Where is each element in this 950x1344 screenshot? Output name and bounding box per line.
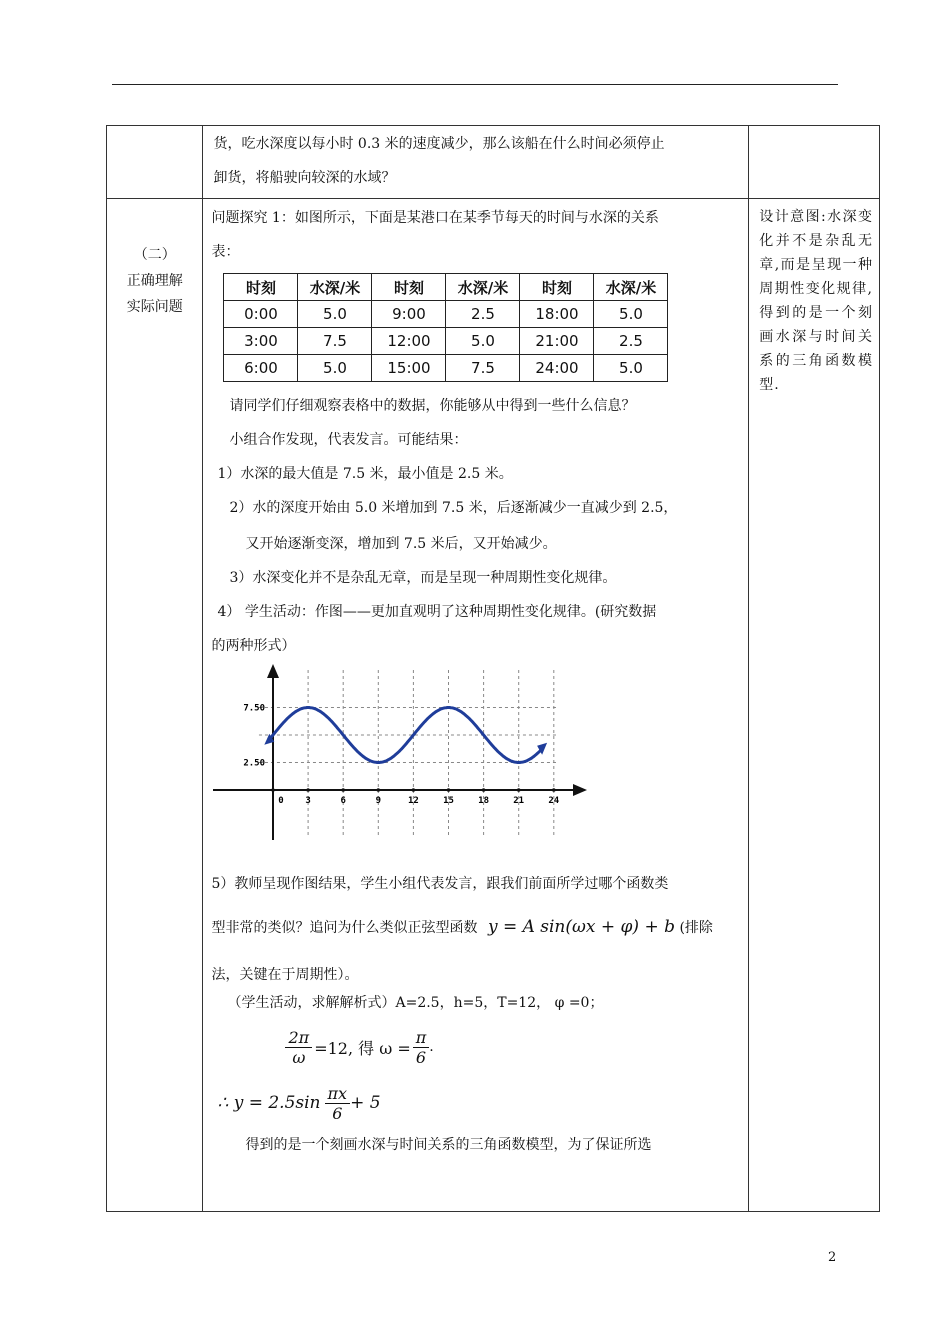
x-tick-label: 21 <box>513 796 525 806</box>
cell-left-label <box>107 199 203 1212</box>
result-5b-tail: (排除 <box>679 920 713 936</box>
table-cell: 3:00 <box>224 328 298 355</box>
x-tick-mark <box>342 788 346 792</box>
table-cell: 18:00 <box>520 301 594 328</box>
table-row <box>107 199 880 1212</box>
table-cell: 7.5 <box>446 355 520 382</box>
eq1-end: . <box>429 1039 434 1055</box>
cell-content <box>203 126 749 199</box>
section-title-1: 正确理解 <box>126 273 183 289</box>
col-header: 时刻 <box>372 274 446 301</box>
cell-left-empty <box>107 126 203 199</box>
page-number: 2 <box>828 1250 837 1265</box>
x-tick-label: 6 <box>340 796 347 806</box>
col-header: 时刻 <box>520 274 594 301</box>
x-tick-mark <box>412 788 416 792</box>
x-tick-label: 3 <box>305 796 312 806</box>
question-1: 请同学们仔细观察表格中的数据，你能够从中得到一些什么信息？ <box>229 398 636 414</box>
eq2-prefix: ∴ y = 2.5sin <box>217 1093 321 1113</box>
result-4b: 的两种形式） <box>211 638 296 654</box>
depth-table <box>223 273 668 382</box>
omega-equation <box>285 1023 740 1071</box>
table-cell: 21:00 <box>520 328 594 355</box>
table-cell: 6:00 <box>224 355 298 382</box>
table-cell: 9:00 <box>372 301 446 328</box>
col-header: 水深/米 <box>298 274 372 301</box>
eq2-suffix: + 5 <box>350 1093 381 1113</box>
table-cell: 5.0 <box>594 355 668 382</box>
table-cell: 0:00 <box>224 301 298 328</box>
table-cell: 5.0 <box>298 355 372 382</box>
eq1-denominator-2: 6 <box>415 1047 427 1067</box>
y-tick-label: 7.50 <box>243 703 266 714</box>
model-equation <box>217 1081 740 1125</box>
table-cell: 12:00 <box>372 328 446 355</box>
question-2: 小组合作发现，代表发言。可能结果： <box>229 432 468 448</box>
x-tick-mark <box>272 788 276 792</box>
eq1-numerator-2: π <box>413 1028 430 1048</box>
table-cell: 5.0 <box>594 301 668 328</box>
x-tick-mark <box>377 788 381 792</box>
result-4a: 4） 学生活动：作图——更加直观明了这种周期性变化规律。(研究数据 <box>217 604 657 620</box>
table-row <box>107 126 880 199</box>
row1-text-1: 货，吃水深度以每小时 0.3 米的速度减少，那么该船在什么时间必须停止 <box>213 136 665 152</box>
x-tick-mark <box>447 788 451 792</box>
table-cell: 2.5 <box>446 301 520 328</box>
table-cell: 15:00 <box>372 355 446 382</box>
conclusion-line: 得到的是一个刻画水深与时间关系的三角函数模型，为了保证所选 <box>245 1137 652 1153</box>
x-tick-mark <box>552 788 556 792</box>
x-tick-label: 18 <box>478 796 490 806</box>
x-tick-label: 12 <box>408 796 420 806</box>
sinusoid-formula: y = A sin(ωx + φ) + b <box>487 917 675 937</box>
intro-line-1: 问题探究 1：如图所示，下面是某港口在某季节每天的时间与水深的关系 <box>211 210 659 226</box>
section-number: （二） <box>133 247 176 263</box>
result-5c: 法，关键在于周期性）。 <box>211 967 359 983</box>
x-tick-mark <box>307 788 311 792</box>
depth-table-row <box>224 301 668 328</box>
x-tick-mark <box>482 788 486 792</box>
header-rule <box>112 84 838 85</box>
table-cell: 5.0 <box>298 301 372 328</box>
result-2a: 2）水的深度开始由 5.0 米增加到 7.5 米，后逐渐减少一直减少到 2.5， <box>229 500 678 516</box>
table-cell: 7.5 <box>298 328 372 355</box>
x-tick-mark <box>517 788 521 792</box>
row1-text-2: 卸货，将船驶向较深的水域？ <box>213 170 396 186</box>
design-intent-text: 设计意图:水深变化并不是杂乱无章,而是呈现一种周期性变化规律,得到的是一个刻画水深与时间关系的三角函数模型. <box>759 209 873 393</box>
table-cell: 5.0 <box>446 328 520 355</box>
result-3: 3）水深变化并不是杂乱无章，而是呈现一种周期性变化规律。 <box>229 570 617 586</box>
eq2-denominator: 6 <box>332 1103 343 1123</box>
result-5b <box>211 914 740 941</box>
eq1-middle: =12, 得 ω = <box>314 1038 411 1058</box>
result-5b-text: 型非常的类似？追问为什么类似正弦型函数 <box>211 920 478 936</box>
table-cell: 2.5 <box>594 328 668 355</box>
cell-right-empty <box>749 126 880 199</box>
intro-line-2: 表： <box>211 244 240 260</box>
result-5a: 5）教师呈现作图结果，学生小组代表发言，跟我们前面所学过哪个函数类 <box>211 876 669 892</box>
col-header: 水深/米 <box>594 274 668 301</box>
x-tick-label: 15 <box>443 796 455 806</box>
table-cell: 24:00 <box>520 355 594 382</box>
eq1-denominator: ω <box>292 1047 306 1067</box>
eq2-numerator: πx <box>325 1084 351 1104</box>
y-axis-arrow <box>267 664 279 678</box>
depth-table-row <box>224 355 668 382</box>
x-axis-arrow <box>573 784 587 796</box>
col-header: 水深/米 <box>446 274 520 301</box>
result-2b: 又开始逐渐变深，增加到 7.5 米后，又开始减少。 <box>245 536 557 552</box>
result-1: 1）水深的最大值是 7.5 米，最小值是 2.5 米。 <box>217 466 513 482</box>
depth-chart <box>211 662 591 842</box>
cell-design-intent <box>749 199 880 1212</box>
col-header: 时刻 <box>224 274 298 301</box>
x-tick-label: 0 <box>278 796 285 806</box>
x-tick-label: 24 <box>548 796 560 806</box>
lesson-table <box>106 125 880 1212</box>
depth-table-row <box>224 328 668 355</box>
x-tick-label: 9 <box>376 796 382 806</box>
y-tick-label: 2.50 <box>243 758 266 769</box>
depth-table-header <box>224 274 668 301</box>
eq1-numerator: 2π <box>285 1028 312 1048</box>
section-title-2: 实际问题 <box>126 299 183 315</box>
activity-line: （学生活动，求解解析式）A=2.5，h=5，T=12， φ =0； <box>227 995 604 1011</box>
cell-main-content <box>203 199 749 1212</box>
